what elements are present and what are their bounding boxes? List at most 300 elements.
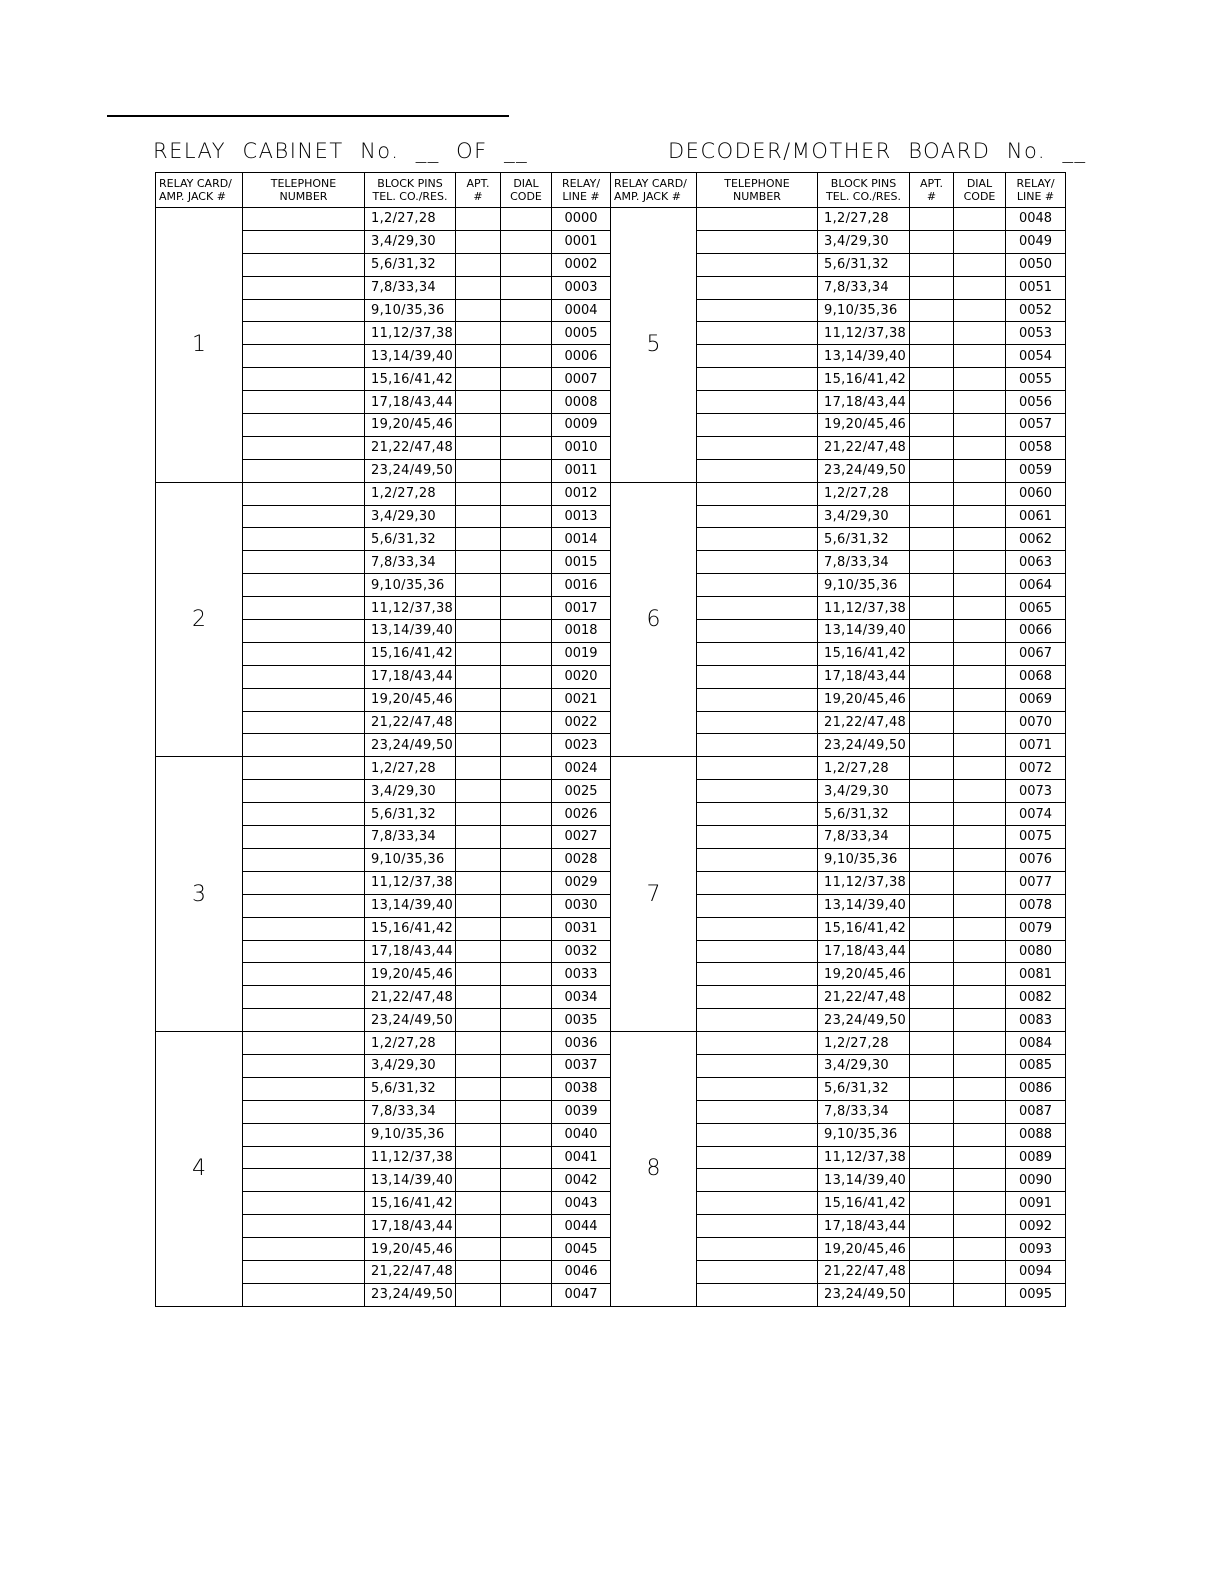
dial-code-field[interactable] (954, 734, 1006, 757)
dial-code-field[interactable] (954, 1009, 1006, 1032)
dial-code-field[interactable] (501, 848, 552, 871)
dial-code-field[interactable] (954, 688, 1006, 711)
apt-field[interactable] (456, 848, 501, 871)
telephone-number-field[interactable] (697, 1238, 818, 1261)
telephone-number-field[interactable] (243, 1054, 365, 1077)
apt-field[interactable] (456, 780, 501, 803)
dial-code-field[interactable] (501, 276, 552, 299)
dial-code-field[interactable] (954, 1146, 1006, 1169)
telephone-number-field[interactable] (697, 230, 818, 253)
telephone-number-field[interactable] (697, 1192, 818, 1215)
dial-code-field[interactable] (954, 1283, 1006, 1306)
dial-code-field[interactable] (501, 574, 552, 597)
dial-code-field[interactable] (954, 436, 1006, 459)
telephone-number-field[interactable] (243, 1192, 365, 1215)
telephone-number-field[interactable] (697, 482, 818, 505)
telephone-number-field[interactable] (243, 322, 365, 345)
telephone-number-field[interactable] (697, 826, 818, 849)
dial-code-field[interactable] (954, 482, 1006, 505)
apt-field[interactable] (456, 299, 501, 322)
telephone-number-field[interactable] (243, 642, 365, 665)
apt-field[interactable] (910, 299, 954, 322)
apt-field[interactable] (456, 1260, 501, 1283)
apt-field[interactable] (456, 574, 501, 597)
apt-field[interactable] (456, 1009, 501, 1032)
dial-code-field[interactable] (954, 528, 1006, 551)
dial-code-field[interactable] (501, 1100, 552, 1123)
apt-field[interactable] (910, 505, 954, 528)
dial-code-field[interactable] (954, 757, 1006, 780)
dial-code-field[interactable] (501, 1077, 552, 1100)
telephone-number-field[interactable] (697, 963, 818, 986)
dial-code-field[interactable] (501, 368, 552, 391)
telephone-number-field[interactable] (243, 1032, 365, 1055)
telephone-number-field[interactable] (697, 642, 818, 665)
telephone-number-field[interactable] (697, 276, 818, 299)
apt-field[interactable] (910, 1077, 954, 1100)
dial-code-field[interactable] (954, 1054, 1006, 1077)
dial-code-field[interactable] (954, 1215, 1006, 1238)
apt-field[interactable] (910, 368, 954, 391)
telephone-number-field[interactable] (697, 894, 818, 917)
apt-field[interactable] (456, 757, 501, 780)
telephone-number-field[interactable] (243, 482, 365, 505)
telephone-number-field[interactable] (243, 757, 365, 780)
apt-field[interactable] (456, 642, 501, 665)
apt-field[interactable] (910, 940, 954, 963)
telephone-number-field[interactable] (697, 711, 818, 734)
telephone-number-field[interactable] (243, 574, 365, 597)
dial-code-field[interactable] (954, 917, 1006, 940)
telephone-number-field[interactable] (697, 345, 818, 368)
telephone-number-field[interactable] (697, 803, 818, 826)
telephone-number-field[interactable] (697, 528, 818, 551)
dial-code-field[interactable] (501, 1032, 552, 1055)
telephone-number-field[interactable] (243, 940, 365, 963)
apt-field[interactable] (910, 230, 954, 253)
telephone-number-field[interactable] (697, 940, 818, 963)
dial-code-field[interactable] (501, 688, 552, 711)
dial-code-field[interactable] (954, 894, 1006, 917)
apt-field[interactable] (456, 917, 501, 940)
dial-code-field[interactable] (501, 414, 552, 437)
apt-field[interactable] (910, 826, 954, 849)
telephone-number-field[interactable] (697, 368, 818, 391)
telephone-number-field[interactable] (243, 1169, 365, 1192)
block-pins: 15,16/41,42 (818, 642, 910, 665)
apt-field[interactable] (910, 620, 954, 643)
apt-field[interactable] (456, 1123, 501, 1146)
dial-code-field[interactable] (954, 1123, 1006, 1146)
dial-code-field[interactable] (501, 1283, 552, 1306)
telephone-number-field[interactable] (243, 1123, 365, 1146)
telephone-number-field[interactable] (697, 780, 818, 803)
apt-field[interactable] (456, 345, 501, 368)
dial-code-field[interactable] (954, 1169, 1006, 1192)
dial-code-field[interactable] (954, 1032, 1006, 1055)
dial-code-field[interactable] (954, 322, 1006, 345)
telephone-number-field[interactable] (243, 780, 365, 803)
apt-field[interactable] (456, 368, 501, 391)
apt-field[interactable] (910, 322, 954, 345)
apt-field[interactable] (456, 986, 501, 1009)
header-relay-line: RELAY/ LINE # (1006, 173, 1066, 208)
telephone-number-field[interactable] (697, 208, 818, 231)
apt-field[interactable] (456, 459, 501, 482)
telephone-number-field[interactable] (697, 986, 818, 1009)
dial-code-field[interactable] (501, 780, 552, 803)
apt-field[interactable] (910, 894, 954, 917)
dial-code-field[interactable] (954, 1192, 1006, 1215)
dial-code-field[interactable] (954, 253, 1006, 276)
apt-field[interactable] (910, 688, 954, 711)
telephone-number-field[interactable] (243, 1009, 365, 1032)
dial-code-field[interactable] (501, 1169, 552, 1192)
telephone-number-field[interactable] (243, 253, 365, 276)
block-pins: 7,8/33,34 (818, 826, 910, 849)
apt-field[interactable] (456, 1077, 501, 1100)
apt-field[interactable] (456, 391, 501, 414)
apt-field[interactable] (910, 345, 954, 368)
telephone-number-field[interactable] (243, 1260, 365, 1283)
dial-code-field[interactable] (501, 1009, 552, 1032)
apt-field[interactable] (456, 734, 501, 757)
relay-line-number: 0041 (552, 1146, 611, 1169)
apt-field[interactable] (910, 963, 954, 986)
dial-code-field[interactable] (954, 826, 1006, 849)
telephone-number-field[interactable] (243, 597, 365, 620)
apt-field[interactable] (456, 414, 501, 437)
dial-code-field[interactable] (954, 1077, 1006, 1100)
telephone-number-field[interactable] (697, 597, 818, 620)
dial-code-field[interactable] (954, 505, 1006, 528)
dial-code-field[interactable] (954, 665, 1006, 688)
telephone-number-field[interactable] (243, 391, 365, 414)
telephone-number-field[interactable] (243, 345, 365, 368)
dial-code-field[interactable] (954, 1238, 1006, 1261)
apt-field[interactable] (910, 574, 954, 597)
telephone-number-field[interactable] (243, 299, 365, 322)
apt-field[interactable] (910, 1169, 954, 1192)
block-pins: 21,22/47,48 (365, 436, 456, 459)
dial-code-field[interactable] (501, 597, 552, 620)
dial-code-field[interactable] (501, 436, 552, 459)
telephone-number-field[interactable] (243, 848, 365, 871)
apt-field[interactable] (910, 917, 954, 940)
dial-code-field[interactable] (501, 963, 552, 986)
dial-code-field[interactable] (501, 551, 552, 574)
apt-field[interactable] (910, 1123, 954, 1146)
apt-field[interactable] (910, 1054, 954, 1077)
dial-code-field[interactable] (954, 848, 1006, 871)
apt-field[interactable] (910, 871, 954, 894)
apt-field[interactable] (456, 894, 501, 917)
apt-field[interactable] (456, 208, 501, 231)
dial-code-field[interactable] (954, 871, 1006, 894)
dial-code-field[interactable] (954, 940, 1006, 963)
telephone-number-field[interactable] (243, 1238, 365, 1261)
telephone-number-field[interactable] (697, 505, 818, 528)
dial-code-field[interactable] (501, 1054, 552, 1077)
apt-field[interactable] (910, 1146, 954, 1169)
apt-field[interactable] (456, 1032, 501, 1055)
apt-field[interactable] (910, 253, 954, 276)
telephone-number-field[interactable] (243, 230, 365, 253)
apt-field[interactable] (456, 688, 501, 711)
telephone-number-field[interactable] (243, 665, 365, 688)
dial-code-field[interactable] (501, 1215, 552, 1238)
dial-code-field[interactable] (954, 551, 1006, 574)
telephone-number-field[interactable] (697, 1283, 818, 1306)
telephone-number-field[interactable] (243, 871, 365, 894)
apt-field[interactable] (456, 665, 501, 688)
relay-line-number: 0039 (552, 1100, 611, 1123)
telephone-number-field[interactable] (243, 368, 365, 391)
relay-line-number: 0069 (1006, 688, 1066, 711)
telephone-number-field[interactable] (243, 894, 365, 917)
apt-field[interactable] (456, 1146, 501, 1169)
apt-field[interactable] (456, 940, 501, 963)
dial-code-field[interactable] (954, 963, 1006, 986)
relay-line-number: 0040 (552, 1123, 611, 1146)
apt-field[interactable] (910, 848, 954, 871)
dial-code-field[interactable] (501, 803, 552, 826)
apt-field[interactable] (910, 1100, 954, 1123)
telephone-number-field[interactable] (243, 208, 365, 231)
telephone-number-field[interactable] (697, 1123, 818, 1146)
dial-code-field[interactable] (501, 917, 552, 940)
telephone-number-field[interactable] (697, 734, 818, 757)
apt-field[interactable] (910, 459, 954, 482)
telephone-number-field[interactable] (697, 1077, 818, 1100)
apt-field[interactable] (456, 322, 501, 345)
apt-field[interactable] (456, 597, 501, 620)
apt-field[interactable] (456, 1283, 501, 1306)
dial-code-field[interactable] (501, 459, 552, 482)
telephone-number-field[interactable] (243, 1283, 365, 1306)
telephone-number-field[interactable] (697, 757, 818, 780)
telephone-number-field[interactable] (243, 459, 365, 482)
telephone-number-field[interactable] (243, 917, 365, 940)
telephone-number-field[interactable] (697, 414, 818, 437)
apt-field[interactable] (910, 1260, 954, 1283)
telephone-number-field[interactable] (697, 299, 818, 322)
dial-code-field[interactable] (501, 734, 552, 757)
apt-field[interactable] (910, 276, 954, 299)
telephone-number-field[interactable] (697, 436, 818, 459)
dial-code-field[interactable] (954, 780, 1006, 803)
dial-code-field[interactable] (501, 528, 552, 551)
apt-field[interactable] (456, 1169, 501, 1192)
telephone-number-field[interactable] (243, 505, 365, 528)
dial-code-field[interactable] (954, 1100, 1006, 1123)
dial-code-field[interactable] (954, 803, 1006, 826)
telephone-number-field[interactable] (243, 620, 365, 643)
apt-field[interactable] (910, 551, 954, 574)
relay-line-number: 0049 (1006, 230, 1066, 253)
dial-code-field[interactable] (954, 368, 1006, 391)
telephone-number-field[interactable] (697, 1032, 818, 1055)
apt-field[interactable] (456, 1054, 501, 1077)
apt-field[interactable] (456, 505, 501, 528)
apt-field[interactable] (456, 1192, 501, 1215)
dial-code-field[interactable] (501, 253, 552, 276)
telephone-number-field[interactable] (697, 391, 818, 414)
dial-code-field[interactable] (954, 459, 1006, 482)
telephone-number-field[interactable] (697, 253, 818, 276)
telephone-number-field[interactable] (243, 826, 365, 849)
dial-code-field[interactable] (501, 505, 552, 528)
telephone-number-field[interactable] (243, 551, 365, 574)
telephone-number-field[interactable] (243, 734, 365, 757)
telephone-number-field[interactable] (243, 276, 365, 299)
dial-code-field[interactable] (501, 642, 552, 665)
dial-code-field[interactable] (954, 276, 1006, 299)
apt-field[interactable] (456, 276, 501, 299)
dial-code-field[interactable] (954, 620, 1006, 643)
apt-field[interactable] (456, 528, 501, 551)
dial-code-field[interactable] (501, 322, 552, 345)
block-pins: 23,24/49,50 (818, 1009, 910, 1032)
telephone-number-field[interactable] (243, 528, 365, 551)
telephone-number-field[interactable] (697, 688, 818, 711)
telephone-number-field[interactable] (243, 1215, 365, 1238)
apt-field[interactable] (910, 597, 954, 620)
apt-field[interactable] (910, 1283, 954, 1306)
telephone-number-field[interactable] (243, 688, 365, 711)
dial-code-field[interactable] (954, 208, 1006, 231)
apt-field[interactable] (456, 482, 501, 505)
apt-field[interactable] (456, 551, 501, 574)
dial-code-field[interactable] (954, 597, 1006, 620)
apt-field[interactable] (456, 711, 501, 734)
telephone-number-field[interactable] (697, 1169, 818, 1192)
telephone-number-field[interactable] (697, 1100, 818, 1123)
apt-field[interactable] (456, 620, 501, 643)
apt-field[interactable] (456, 230, 501, 253)
dial-code-field[interactable] (954, 1260, 1006, 1283)
dial-code-field[interactable] (501, 345, 552, 368)
telephone-number-field[interactable] (697, 871, 818, 894)
apt-field[interactable] (456, 826, 501, 849)
apt-field[interactable] (456, 1100, 501, 1123)
telephone-number-field[interactable] (697, 1009, 818, 1032)
dial-code-field[interactable] (954, 391, 1006, 414)
dial-code-field[interactable] (501, 1146, 552, 1169)
dial-code-field[interactable] (501, 986, 552, 1009)
apt-field[interactable] (456, 871, 501, 894)
telephone-number-field[interactable] (697, 322, 818, 345)
dial-code-field[interactable] (501, 826, 552, 849)
apt-field[interactable] (910, 1009, 954, 1032)
apt-field[interactable] (910, 986, 954, 1009)
apt-field[interactable] (910, 711, 954, 734)
telephone-number-field[interactable] (697, 665, 818, 688)
telephone-number-field[interactable] (243, 1100, 365, 1123)
dial-code-field[interactable] (501, 665, 552, 688)
telephone-number-field[interactable] (243, 803, 365, 826)
apt-field[interactable] (456, 1215, 501, 1238)
telephone-number-field[interactable] (697, 620, 818, 643)
apt-field[interactable] (910, 1238, 954, 1261)
telephone-number-field[interactable] (697, 848, 818, 871)
apt-field[interactable] (910, 757, 954, 780)
dial-code-field[interactable] (954, 414, 1006, 437)
apt-field[interactable] (456, 436, 501, 459)
dial-code-field[interactable] (501, 230, 552, 253)
telephone-number-field[interactable] (697, 1146, 818, 1169)
apt-field[interactable] (456, 963, 501, 986)
apt-field[interactable] (910, 1192, 954, 1215)
dial-code-field[interactable] (501, 711, 552, 734)
dial-code-field[interactable] (501, 1238, 552, 1261)
apt-field[interactable] (910, 436, 954, 459)
dial-code-field[interactable] (501, 620, 552, 643)
dial-code-field[interactable] (501, 1192, 552, 1215)
apt-field[interactable] (456, 1238, 501, 1261)
telephone-number-field[interactable] (243, 986, 365, 1009)
apt-field[interactable] (910, 734, 954, 757)
apt-field[interactable] (910, 482, 954, 505)
telephone-number-field[interactable] (697, 1054, 818, 1077)
relay-line-number: 0082 (1006, 986, 1066, 1009)
apt-field[interactable] (910, 642, 954, 665)
telephone-number-field[interactable] (697, 551, 818, 574)
apt-field[interactable] (456, 253, 501, 276)
telephone-number-field[interactable] (243, 1077, 365, 1100)
dial-code-field[interactable] (501, 391, 552, 414)
telephone-number-field[interactable] (697, 459, 818, 482)
dial-code-field[interactable] (954, 299, 1006, 322)
telephone-number-field[interactable] (243, 436, 365, 459)
apt-field[interactable] (910, 1215, 954, 1238)
telephone-number-field[interactable] (243, 414, 365, 437)
dial-code-field[interactable] (501, 1123, 552, 1146)
dial-code-field[interactable] (954, 230, 1006, 253)
telephone-number-field[interactable] (697, 1215, 818, 1238)
apt-field[interactable] (910, 780, 954, 803)
telephone-number-field[interactable] (697, 917, 818, 940)
relay-line-number: 0025 (552, 780, 611, 803)
dial-code-field[interactable] (954, 642, 1006, 665)
dial-code-field[interactable] (954, 345, 1006, 368)
dial-code-field[interactable] (954, 986, 1006, 1009)
apt-field[interactable] (910, 528, 954, 551)
dial-code-field[interactable] (501, 208, 552, 231)
telephone-number-field[interactable] (697, 1260, 818, 1283)
dial-code-field[interactable] (501, 757, 552, 780)
dial-code-field[interactable] (501, 1260, 552, 1283)
dial-code-field[interactable] (954, 711, 1006, 734)
dial-code-field[interactable] (501, 894, 552, 917)
apt-field[interactable] (910, 1032, 954, 1055)
telephone-number-field[interactable] (243, 711, 365, 734)
dial-code-field[interactable] (501, 871, 552, 894)
telephone-number-field[interactable] (243, 963, 365, 986)
telephone-number-field[interactable] (697, 574, 818, 597)
dial-code-field[interactable] (501, 940, 552, 963)
apt-field[interactable] (910, 803, 954, 826)
apt-field[interactable] (910, 208, 954, 231)
apt-field[interactable] (910, 414, 954, 437)
apt-field[interactable] (910, 665, 954, 688)
dial-code-field[interactable] (501, 299, 552, 322)
dial-code-field[interactable] (954, 574, 1006, 597)
dial-code-field[interactable] (501, 482, 552, 505)
apt-field[interactable] (910, 391, 954, 414)
apt-field[interactable] (456, 803, 501, 826)
telephone-number-field[interactable] (243, 1146, 365, 1169)
